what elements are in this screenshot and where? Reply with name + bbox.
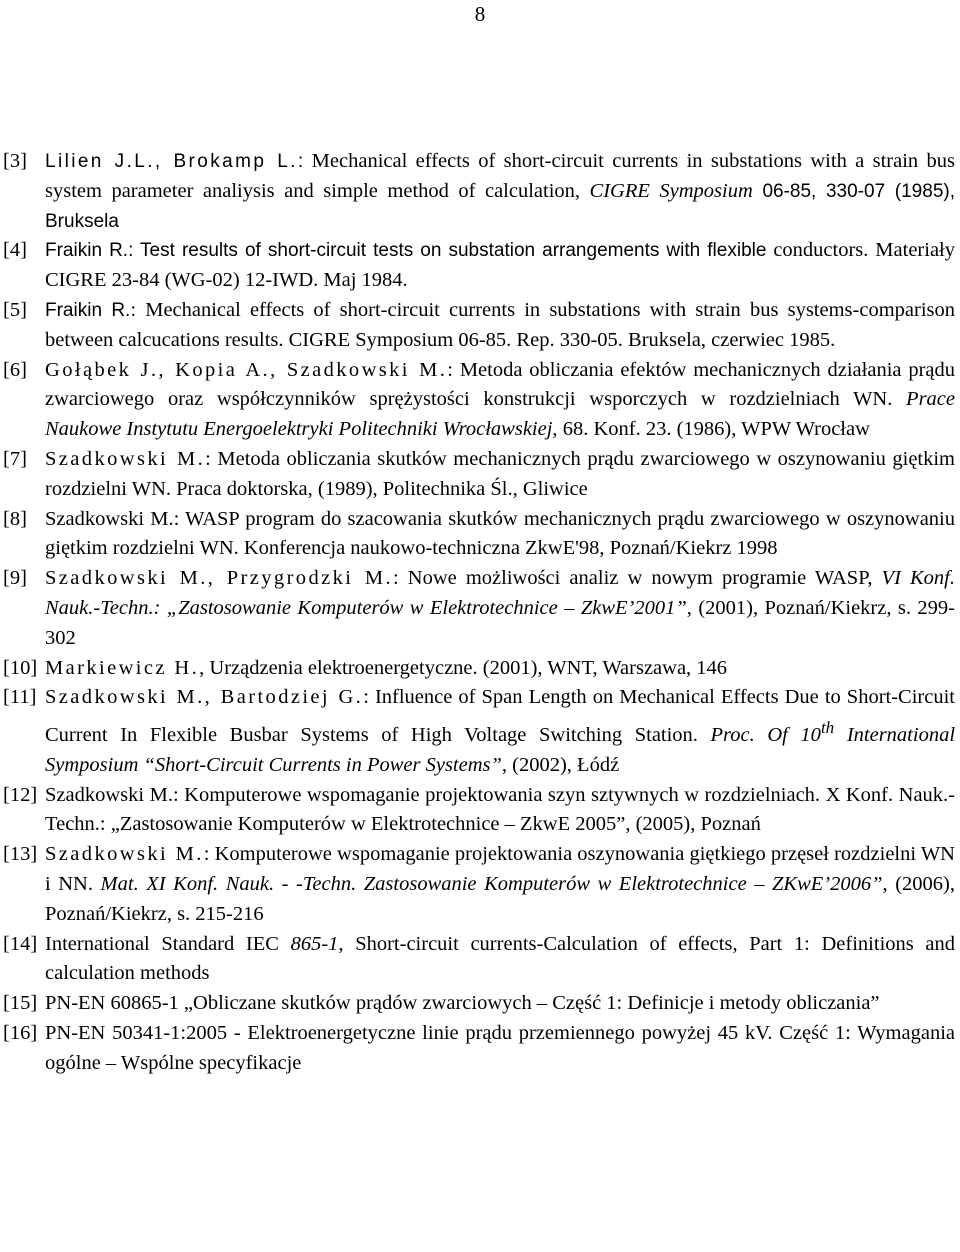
reference-item	[3, 296, 955, 356]
reference-text	[45, 505, 955, 565]
reference-number: [5]	[3, 298, 27, 321]
reference-segment: , (2006), Poznań/Kiekrz, s. 215-216	[45, 872, 955, 925]
reference-item	[3, 445, 955, 505]
reference-segment: 06-85, 330-07 (1985), Bruksela	[45, 180, 955, 232]
reference-segment: , (2001), Poznań/Kiekrz, s. 299-302	[45, 596, 955, 649]
reference-item	[3, 989, 955, 1019]
reference-text	[45, 1019, 955, 1079]
reference-segment: CIGRE Symposium	[589, 179, 753, 202]
reference-item	[3, 1019, 955, 1079]
reference-item	[3, 654, 955, 684]
reference-segment: , (2002), Łódź	[501, 753, 620, 776]
reference-list	[3, 147, 955, 1079]
reference-segment: Markiewicz H.	[45, 656, 200, 679]
reference-item	[3, 840, 955, 929]
reference-segment: conductors. Materiały CIGRE 23-84 (WG-02) 12-IWD. Maj 1984.	[45, 239, 955, 292]
reference-text	[45, 356, 955, 445]
reference-segment: Prace Naukowe Instytutu Energoelektryki Politechniki Wrocławskiej,	[45, 388, 955, 441]
reference-text	[45, 930, 955, 990]
reference-text	[45, 236, 955, 296]
reference-item	[3, 683, 955, 780]
reference-segment: : Mechanical effects of short-circuit currents in substations with strain bus systems-comparison between calcucations results. CIGRE Symposium 06-85. Rep. 330-05. Bruksela, czerwiec 1985.	[45, 298, 955, 351]
page-number: 8	[474, 2, 486, 26]
reference-item	[3, 781, 955, 841]
reference-number: [10]	[3, 656, 38, 679]
reference-segment: : Metoda obliczania efektów mechanicznych działania prądu zwarciowego oraz współczynników sprężystości konstrukcji wsporczych w rozdzielniach WN.	[45, 358, 955, 411]
reference-text	[45, 296, 955, 356]
reference-segment: : Metoda obliczania skutków mechanicznych prądu zwarciowego w oszynowaniu giętkim rozdzielni WN. Praca doktorska, (1989), Politechnika Śl., Gliwice	[45, 447, 955, 500]
reference-segment: Short-circuit currents-Calculation of effects, Part 1: Definitions and calculation methods	[45, 932, 955, 985]
reference-segment: Szadkowski M.: WASP program do szacowania skutków mechanicznych prądu zwarciowego w oszynowaniu giętkim rozdzielni WN. Konferencja naukowo-techniczna ZkwE'98, Poznań/Kiekrz 1998	[45, 507, 955, 560]
reference-segment: : Komputerowe wspomaganie projektowania oszynowania giętkiego przęseł rozdzielni WN i NN.	[45, 843, 955, 895]
reference-segment: International Standard IEC	[45, 932, 291, 955]
reference-number: [15]	[3, 992, 38, 1015]
reference-segment: , Urządzenia elektroenergetyczne. (2001), WNT, Warszawa, 146	[199, 656, 728, 679]
reference-segment: 68. Konf. 23. (1986), WPW Wrocław	[557, 418, 870, 441]
reference-item	[3, 147, 955, 236]
reference-segment: Szadkowski M., Bartodziej G.	[45, 686, 364, 709]
reference-text	[45, 654, 955, 684]
reference-number: [16]	[3, 1021, 38, 1044]
reference-segment: Szadkowski M.	[45, 447, 206, 470]
reference-segment: Szadkowski M., Przygrodzki M.	[45, 567, 393, 590]
reference-item	[3, 236, 955, 296]
reference-text	[45, 840, 955, 929]
reference-number: [3]	[3, 150, 27, 172]
reference-segment: Fraikin R.: Test results of short-circuit tests on substation arrangements with flexible	[45, 240, 767, 262]
reference-segment: PN-EN 60865-1 „Obliczane skutków prądów zwarciowych – Część 1: Definicje i metody obliczania”	[45, 992, 880, 1015]
reference-text	[45, 147, 955, 236]
reference-segment: :	[297, 151, 312, 172]
reference-number: [9]	[3, 567, 27, 590]
reference-number: [11]	[3, 686, 37, 709]
reference-segment: : Nowe możliwości analiz w nowym programie WASP,	[392, 567, 882, 590]
reference-text	[45, 564, 955, 653]
reference-segment: VI Konf. Nauk.-Techn.: „Zastosowanie Komputerów w Elektrotechnice – ZkwE’2001”	[45, 567, 955, 619]
reference-segment: International Symposium “Short-Circuit Currents in Power Systems”	[45, 723, 956, 776]
reference-number: [6]	[3, 358, 27, 381]
reference-segment: Mechanical effects of short-circuit currents in substations with a strain bus system parameter analiysis and simple method of calculation,	[45, 150, 955, 202]
reference-number: [8]	[3, 507, 27, 530]
reference-number: [4]	[3, 239, 27, 262]
reference-segment: Lilien J.L., Brokamp L.	[45, 151, 298, 172]
reference-segment: Szadkowski M.	[45, 843, 204, 866]
reference-segment: Mat. XI Konf. Nauk. - -Techn. Zastosowanie Komputerów w Elektrotechnice – ZKwE’2006”	[100, 872, 883, 895]
reference-segment: th	[820, 718, 835, 738]
reference-segment: PN-EN 50341-1:2005 - Elektroenergetyczne linie prądu przemiennego powyżej 45 kV. Część 1: Wymagania ogólne – Wspólne specyfikacje	[45, 1021, 955, 1074]
reference-text	[45, 445, 955, 505]
reference-number: [13]	[3, 843, 38, 866]
reference-item	[3, 505, 955, 565]
reference-text	[45, 781, 955, 841]
reference-segment: 865-1,	[290, 932, 344, 955]
reference-number: [14]	[3, 932, 38, 955]
reference-text	[45, 683, 955, 780]
reference-item	[3, 356, 955, 445]
reference-number: [7]	[3, 447, 27, 470]
reference-text	[45, 989, 955, 1019]
reference-segment: Fraikin R.	[45, 299, 131, 321]
reference-segment: Szadkowski M.: Komputerowe wspomaganie projektowania szyn sztywnych w rozdzielniach. X Konf. Nauk.-Techn.: „Zastosowanie Komputerów w Elektrotechnice – ZkwE 2005”, (2005), Poznań	[45, 783, 955, 836]
reference-item	[3, 930, 955, 990]
reference-segment: Proc. Of 10	[710, 723, 821, 746]
reference-segment: Gołąbek J., Kopia A., Szadkowski M.	[45, 358, 448, 381]
reference-number: [12]	[3, 783, 38, 806]
reference-segment: : Influence of Span Length on Mechanical Effects Due to Short-Circuit Current In Flexible Busbar Systems of High Voltage Switching Station.	[45, 686, 955, 746]
reference-item	[3, 564, 955, 653]
